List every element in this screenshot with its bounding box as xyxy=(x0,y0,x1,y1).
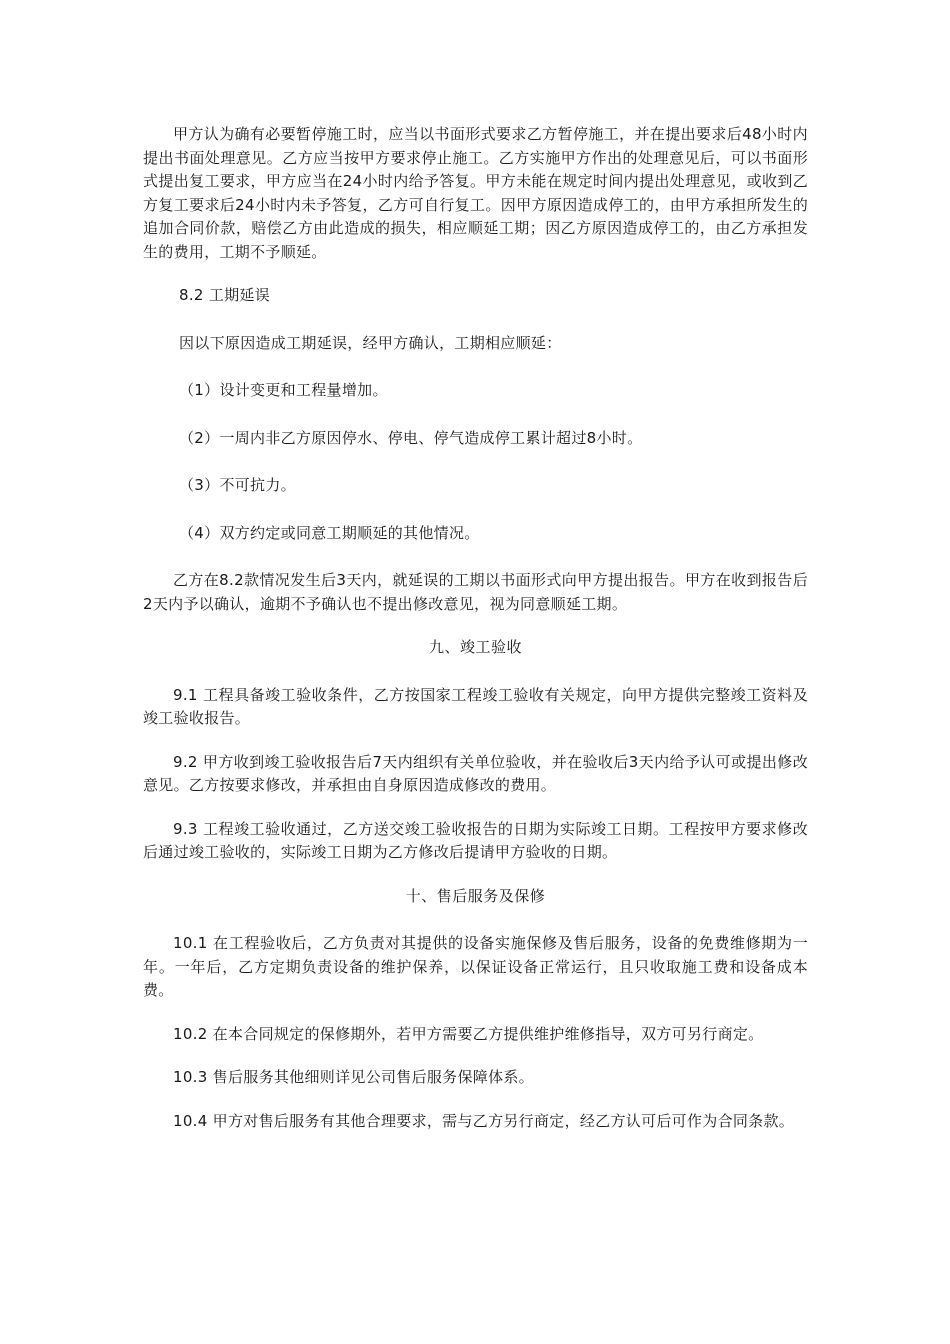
delay-item-2: （2）一周内非乙方原因停水、停电、停气造成停工累计超过8小时。 xyxy=(179,428,643,447)
clause-10-3: 10.3 售后服务其他细则详见公司售后服务保障体系。 xyxy=(173,1068,534,1086)
clause-10-4: 10.4 甲方对售后服务有其他合理要求，需与乙方另行商定，经乙方认可后可作为合同条款。 xyxy=(173,1111,795,1130)
section-8-2-intro: 因以下原因造成工期延误，经甲方确认，工期相应顺延： xyxy=(179,333,562,352)
clause-9-3: 9.3 工程竣工验收通过，乙方送交竣工验收报告的日期为实际竣工日期。工程按甲方要求修改后通过竣工验收的，实际竣工日期为乙方修改后提请甲方验收的日期。 xyxy=(143,819,808,861)
clause-10-1: 10.1 在工程验收后，乙方负责对其提供的设备实施保修及售后服务，设备的免费维修期为一年。一年后，乙方定期负责设备的维护保养，以保证设备正常运行，且只收取施工费和设备成本费。 xyxy=(143,934,808,999)
delay-item-3: （3）不可抗力。 xyxy=(179,476,296,494)
document-body xyxy=(143,123,808,1153)
clause-9-1: 9.1 工程具备竣工验收条件，乙方按国家工程竣工验收有关规定，向甲方提供完整竣工资料及竣工验收报告。 xyxy=(143,685,808,727)
section-8-2-report: 乙方在8.2款情况发生后3天内，就延误的工期以书面形式向甲方提出报告。甲方在收到报告后2天内予以确认，逾期不予确认也不提出修改意见，视为同意顺延工期。 xyxy=(143,571,808,613)
delay-item-4: （4）双方约定或同意工期顺延的其他情况。 xyxy=(179,523,480,542)
clause-9-2: 9.2 甲方收到竣工验收报告后7天内组织有关单位验收，并在验收后3天内给予认可或提出修改意见。乙方按要求修改，并承担由自身原因造成修改的费用。 xyxy=(143,752,808,794)
delay-item-1: （1）设计变更和工程量增加。 xyxy=(179,381,388,399)
chapter-10-title: 十、售后服务及保修 xyxy=(405,886,546,905)
paragraph-suspend-work: 甲方认为确有必要暂停施工时，应当以书面形式要求乙方暂停施工，并在提出要求后48小时内提出书面处理意见。乙方应当按甲方要求停止施工。乙方实施甲方作出的处理意见后，可以书面形式提出复工要求，甲方应当在24小时内给予答复。甲方未能在规定时间内提出处理意见，或收到乙方复工要求后24小时内未予答复，乙方可自行复工。因甲方原因造成停工的，由甲方承担所发生的追加合同价款，赔偿乙方由此造成的损失，相应顺延工期；因乙方原因造成停工的，由乙方承担发生的费用，工期不予顺延。 xyxy=(143,125,808,261)
chapter-9-title: 九、竣工验收 xyxy=(428,638,522,656)
section-8-2-title: 8.2 工期延误 xyxy=(179,286,271,304)
clause-10-2: 10.2 在本合同规定的保修期外，若甲方需要乙方提供维护维修指导，双方可另行商定。 xyxy=(173,1024,764,1043)
